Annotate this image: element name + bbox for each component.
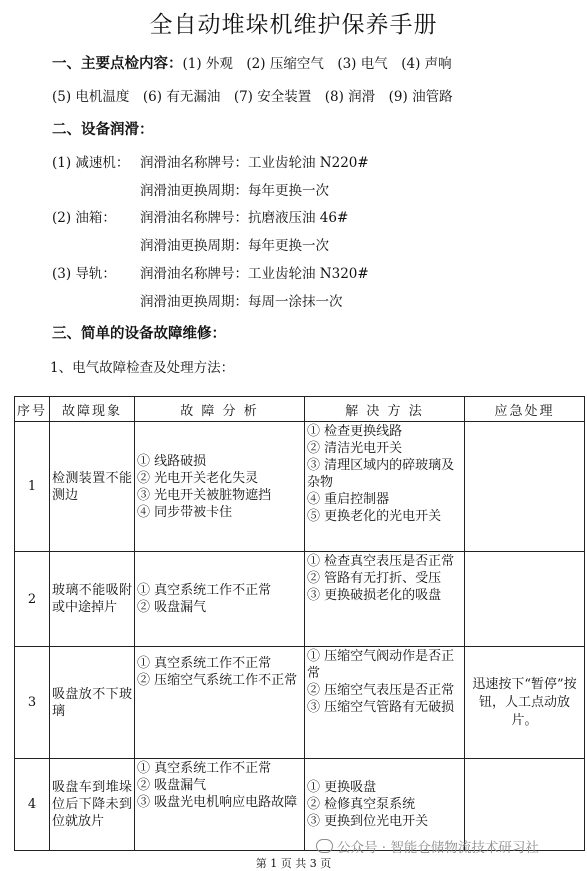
analysis-item: ① 真空系统工作不正常 — [137, 761, 272, 776]
solution-item: ② 压缩空气表压是否正常 — [307, 683, 455, 698]
row-analysis — [135, 759, 305, 851]
row-number: 3 — [15, 647, 50, 759]
analysis-item: ③ 吸盘光电机响应电路故障 — [137, 795, 298, 810]
lube-part-3 — [52, 262, 369, 282]
row-number: 2 — [15, 552, 50, 647]
lube-part-2 — [52, 206, 348, 226]
row-number: 1 — [15, 422, 50, 552]
header-no: 序号 — [15, 397, 50, 422]
section1-line1 — [52, 52, 452, 73]
solution-item: ③ 更换到位光电开关 — [307, 814, 429, 829]
analysis-item: ② 压缩空气系统工作不正常 — [137, 673, 298, 688]
row-number: 4 — [15, 759, 50, 851]
solution-item: ③ 清理区域内的碎玻璃及杂物 — [307, 458, 455, 490]
lube-cycle: 润滑油更换周期：每年更换一次 — [140, 238, 329, 254]
analysis-item: ② 吸盘漏气 — [137, 600, 207, 615]
lube-part-1 — [52, 151, 369, 171]
row-analysis — [135, 422, 305, 552]
fault-table — [14, 396, 585, 851]
page-title: 全自动堆垛机维护保养手册 — [149, 12, 438, 38]
wechat-icon — [316, 839, 333, 853]
row-emergency — [465, 552, 585, 647]
table-row — [15, 647, 585, 759]
lube-part-label: (2) 油箱： — [52, 210, 116, 226]
table-row — [15, 422, 585, 552]
row-emergency — [465, 422, 585, 552]
lube-cycle: 润滑油更换周期：每周一涂抹一次 — [140, 294, 343, 310]
section1-items-line2: (5) 电机温度 (6) 有无漏油 (7) 安全装置 (8) 润滑 (9) 油管路 — [52, 89, 453, 105]
header-emergency: 应急处理 — [465, 397, 585, 422]
lube-oil-name: 润滑油名称牌号：抗磨液压油 46# — [140, 210, 349, 226]
lube-oil-name: 润滑油名称牌号：工业齿轮油 N320# — [140, 266, 369, 282]
section1-items-line1: (1) 外观 (2) 压缩空气 (3) 电气 (4) 声响 — [182, 56, 452, 72]
section1-heading: 一、主要点检内容： — [52, 55, 183, 72]
row-symptom: 吸盘放不下玻璃 — [50, 647, 135, 759]
page-footer: 第 1 页 共 3 页 — [255, 857, 332, 870]
row-solution — [305, 647, 465, 759]
analysis-item: ① 真空系统工作不正常 — [137, 656, 272, 671]
solution-item: ④ 重启控制器 — [307, 492, 390, 507]
row-symptom: 检测装置不能测边 — [50, 422, 135, 552]
analysis-item: ① 线路破损 — [137, 453, 207, 469]
analysis-item: ④ 同步带被卡住 — [137, 504, 233, 520]
table-header-row — [15, 397, 585, 422]
table-row — [15, 552, 585, 647]
solution-item: ② 检修真空泵系统 — [307, 797, 416, 812]
solution-item: ② 清洁光电开关 — [307, 441, 403, 456]
header-solution: 解 决 方 法 — [305, 397, 465, 422]
lube-part-label: (3) 导轨： — [52, 266, 116, 282]
solution-item: ① 检查真空表压是否正常 — [307, 554, 455, 569]
solution-item: ① 压缩空气阀动作是否正常 — [307, 649, 455, 681]
solution-item: ① 更换吸盘 — [307, 780, 377, 795]
solution-item: ③ 更换破损老化的吸盘 — [307, 588, 442, 603]
lube-oil-name: 润滑油名称牌号：工业齿轮油 N220# — [140, 155, 369, 171]
watermark — [316, 836, 539, 856]
watermark-text: 公众号 · 智能仓储物流技术研习社 — [337, 840, 539, 856]
row-solution — [305, 422, 465, 552]
solution-item: ③ 压缩空气管路有无破损 — [307, 700, 455, 715]
solution-item: ① 检查更换线路 — [307, 424, 403, 439]
analysis-item: ③ 光电开关被脏物遮挡 — [137, 487, 272, 503]
analysis-item: ② 光电开关老化失灵 — [137, 470, 259, 486]
row-analysis — [135, 552, 305, 647]
row-solution — [305, 552, 465, 647]
row-emergency: 迅速按下“暂停”按钮，人工点动放片。 — [465, 647, 585, 759]
row-symptom: 吸盘车到堆垛位后下降未到位就放片 — [50, 759, 135, 851]
header-symptom: 故障现象 — [50, 397, 135, 422]
analysis-item: ② 吸盘漏气 — [137, 778, 207, 793]
row-analysis — [135, 647, 305, 759]
lube-cycle: 润滑油更换周期：每年更换一次 — [140, 183, 329, 199]
header-analysis: 故 障 分 析 — [135, 397, 305, 422]
section3-subheading: 1、电气故障检查及处理方法： — [50, 360, 235, 376]
analysis-item: ① 真空系统工作不正常 — [137, 583, 272, 598]
section2-heading: 二、设备润滑： — [52, 121, 154, 138]
section3-heading: 三、简单的设备故障维修： — [52, 325, 226, 342]
solution-item: ② 管路有无打折、受压 — [307, 571, 442, 586]
row-symptom: 玻璃不能吸附或中途掉片 — [50, 552, 135, 647]
lube-part-label: (1) 减速机： — [52, 155, 130, 171]
solution-item: ⑤ 更换老化的光电开关 — [307, 509, 442, 524]
